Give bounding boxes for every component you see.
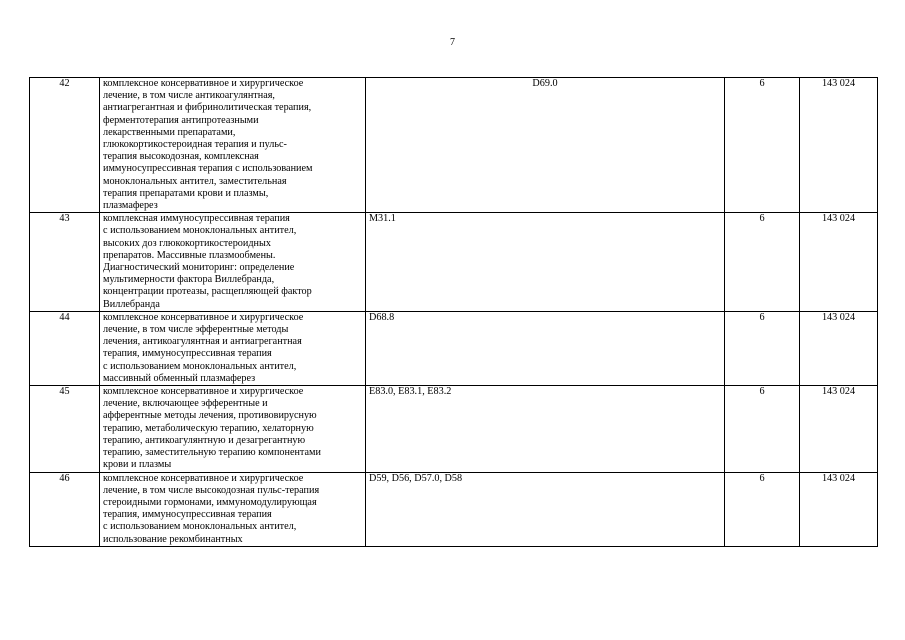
cost-value: 143 024: [800, 311, 878, 385]
days-value: 6: [725, 213, 800, 312]
days-value: 6: [725, 78, 800, 213]
diagnosis-code: E83.0, E83.1, E83.2: [366, 386, 725, 472]
treatment-description: комплексное консервативное и хирургическое лечение, в том числе антикоагулянтная, антиагрегантная и фибринолитическая терапия, ферментотерапия антипротеазными лекарственными препаратами, глюкокортикостероидная терапия и пульс- терапия высокодозная, комплексная иммуносупрессивная терапия с использованием моноклональных антител, заместительная терапия препаратами крови и плазмы, плазмаферез: [100, 78, 366, 213]
row-number: 43: [30, 213, 100, 312]
row-number: 46: [30, 472, 100, 546]
cost-value: 143 024: [800, 386, 878, 472]
row-number: 44: [30, 311, 100, 385]
treatment-description: комплексное консервативное и хирургическое лечение, включающее эфферентные и афферентные методы лечения, противовирусную терапию, метаболическую терапию, хелаторную терапию, антикоагулянтную и дезагрегантную терапию, заместительную терапию компонентами крови и плазмы: [100, 386, 366, 472]
diagnosis-code: D69.0: [366, 78, 725, 213]
treatment-description: комплексное консервативное и хирургическое лечение, в том числе высокодозная пульс-терапия стероидными гормонами, иммуномодулирующая терапия, иммуносупрессивная терапия с использованием моноклональных антител, использование рекомбинантных: [100, 472, 366, 546]
treatment-description: комплексное консервативное и хирургическое лечение, в том числе эфферентные методы лечения, антикоагулянтная и антиагрегантная терапия, иммуносупрессивная терапия с использованием моноклональных антител, массивный обменный плазмаферез: [100, 311, 366, 385]
page-number: 7: [450, 37, 455, 48]
cost-value: 143 024: [800, 472, 878, 546]
days-value: 6: [725, 311, 800, 385]
days-value: 6: [725, 472, 800, 546]
diagnosis-code: D59, D56, D57.0, D58: [366, 472, 725, 546]
row-number: 42: [30, 78, 100, 213]
diagnosis-code: D68.8: [366, 311, 725, 385]
table-row: [30, 472, 878, 546]
treatment-table: [29, 77, 878, 547]
table-row: [30, 386, 878, 472]
days-value: 6: [725, 386, 800, 472]
table-row: [30, 213, 878, 312]
cost-value: 143 024: [800, 213, 878, 312]
cost-value: 143 024: [800, 78, 878, 213]
diagnosis-code: M31.1: [366, 213, 725, 312]
treatment-description: комплексная иммуносупрессивная терапия с использованием моноклональных антител, высоких доз глюкокортикостероидных препаратов. Массивные плазмообмены. Диагностический мониторинг: определение мультимерности фактора Виллебранда, концентрации протеазы, расщепляющей фактор Виллебранда: [100, 213, 366, 312]
table-row: [30, 311, 878, 385]
table-row: [30, 78, 878, 213]
row-number: 45: [30, 386, 100, 472]
